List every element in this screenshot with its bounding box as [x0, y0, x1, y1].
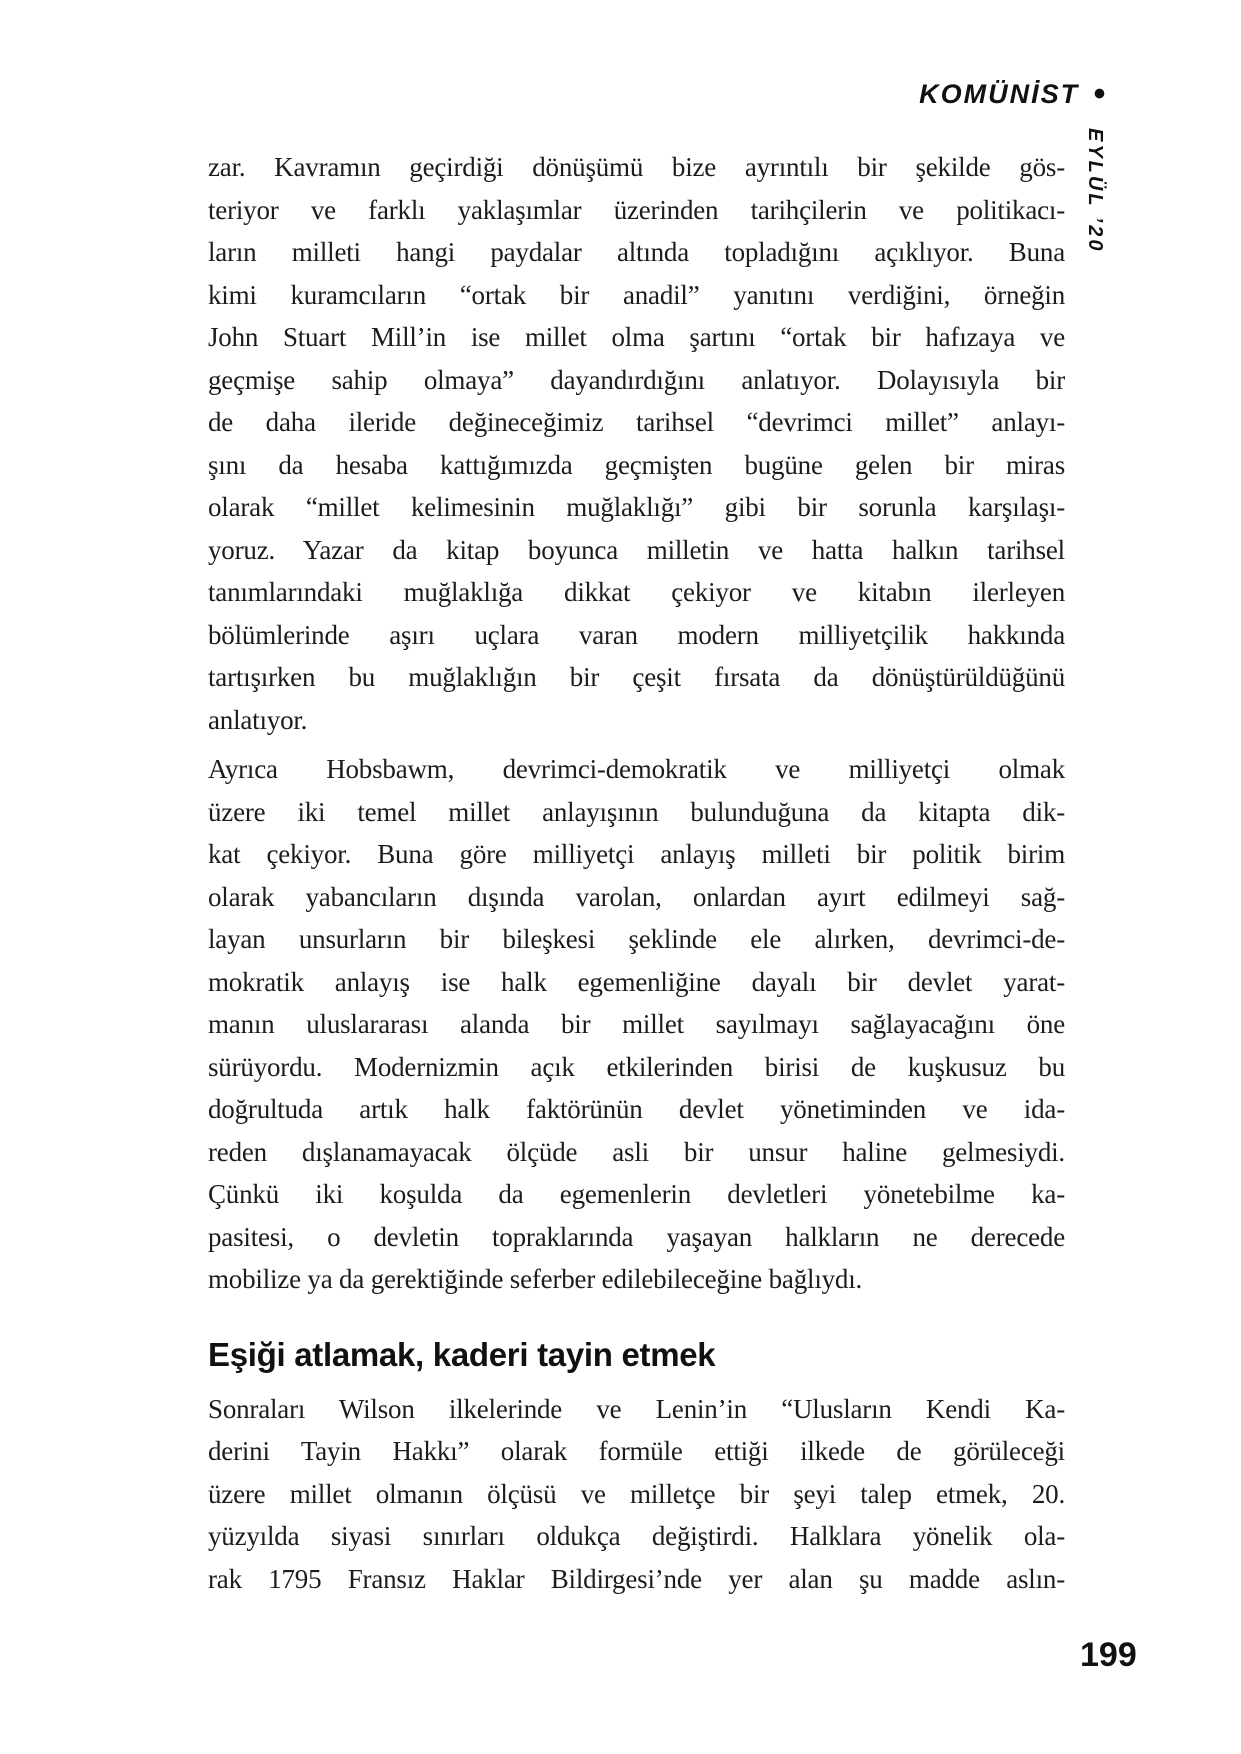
text-line: anlatıyor.	[208, 704, 308, 735]
text-line: John Stuart Mill’in ise millet olma şartını “ortak bir hafızaya ve	[208, 322, 1065, 352]
text-line: üzere millet olmanın ölçüsü ve milletçe bir şeyi talep etmek, 20.	[208, 1478, 1065, 1509]
issue-label: EYLÜL ’20	[1084, 128, 1106, 254]
text-line: de daha ileride değineceğimiz tarihsel “devrimci millet” anlayı-	[208, 407, 1065, 437]
paragraph-2	[208, 748, 1065, 1301]
text-line: zar. Kavramın geçirdiği dönüşümü bize ayrıntılı bir şekilde gös-	[208, 152, 1065, 182]
text-line: teriyor ve farklı yaklaşımlar üzerinden tarihçilerin ve politikacı-	[208, 194, 1065, 225]
text-line: yüzyılda siyasi sınırları oldukça değiştirdi. Halklara yönelik ola-	[208, 1521, 1065, 1551]
running-head	[919, 76, 1105, 112]
magazine-title: KOMÜNİST	[919, 79, 1080, 109]
text-line: rak 1795 Fransız Haklar Bildirgesi’nde yer alan şu madde aslın-	[208, 1563, 1065, 1594]
section-heading: Eşiği atlamak, kaderi tayin etmek	[208, 1335, 716, 1373]
text-line: pasitesi, o devletin topraklarında yaşayan halkların ne derecede	[208, 1221, 1065, 1252]
text-line: yoruz. Yazar da kitap boyunca milletin ve hatta halkın tarihsel	[208, 534, 1065, 565]
text-line: mokratik anlayış ise halk egemenliğine dayalı bir devlet yarat-	[208, 966, 1065, 997]
text-line: bölümlerinde aşırı uçlara varan modern milliyetçilik hakkında	[208, 619, 1065, 650]
page-number: 199	[1080, 1636, 1137, 1674]
paragraph-3	[208, 1388, 1065, 1601]
text-line: Ayrıca Hobsbawm, devrimci-demokratik ve milliyetçi olmak	[208, 754, 1065, 784]
text-line: reden dışlanamayacak ölçüde asli bir unsur haline gelmesiydi.	[208, 1136, 1065, 1167]
text-line: derini Tayin Hakkı” olarak formüle ettiği ilkede de görüleceği	[208, 1436, 1065, 1466]
text-line: doğrultuda artık halk faktörünün devlet yönetiminden ve ida-	[208, 1094, 1065, 1124]
text-line: kimi kuramcıların “ortak bir anadil” yanıtını verdiğini, örneğin	[208, 279, 1065, 310]
article-column	[208, 146, 1065, 1600]
text-line: kat çekiyor. Buna göre milliyetçi anlayış milleti bir politik birim	[208, 839, 1065, 869]
text-line: sürüyordu. Modernizmin açık etkilerinden birisi de kuşkusuz bu	[208, 1051, 1065, 1082]
paragraph-1	[208, 146, 1065, 741]
text-line: layan unsurların bir bileşkesi şeklinde ele alırken, devrimci-de-	[208, 924, 1065, 954]
text-line: Çünkü iki koşulda da egemenlerin devletleri yönetebilme ka-	[208, 1179, 1065, 1209]
text-line: olarak “millet kelimesinin muğlaklığı” gibi bir sorunla karşılaşı-	[208, 492, 1065, 522]
text-line: tanımlarındaki muğlaklığa dikkat çekiyor ve kitabın ilerleyen	[208, 577, 1065, 607]
text-line: olarak yabancıların dışında varolan, onlardan ayırt edilmeyi sağ-	[208, 881, 1065, 912]
text-line: ların milleti hangi paydalar altında topladığını açıklıyor. Buna	[208, 237, 1065, 267]
text-line: Sonraları Wilson ilkelerinde ve Lenin’in “Ulusların Kendi Ka-	[208, 1393, 1065, 1424]
text-line: üzere iki temel millet anlayışının bulunduğuna da kitapta dik-	[208, 796, 1065, 827]
bullet-icon: •	[1093, 75, 1105, 113]
text-line: geçmişe sahip olmaya” dayandırdığını anlatıyor. Dolayısıyla bir	[208, 364, 1065, 395]
text-line: manın uluslararası alanda bir millet sayılmayı sağlayacağını öne	[208, 1009, 1065, 1039]
text-line: mobilize ya da gerektiğinde seferber edilebileceğine bağlıydı.	[208, 1264, 863, 1294]
text-line: şını da hesaba kattığımızda geçmişten bugüne gelen bir miras	[208, 449, 1065, 480]
text-line: tartışırken bu muğlaklığın bir çeşit fırsata da dönüştürüldüğünü	[208, 662, 1065, 692]
